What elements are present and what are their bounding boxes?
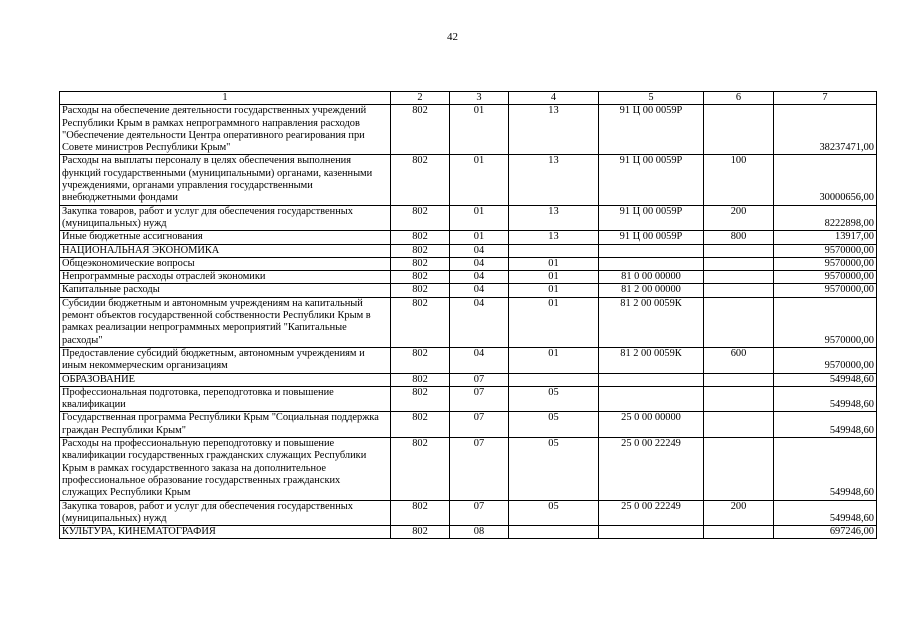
ministry-code-cell: 802: [391, 105, 450, 155]
subsection-code-cell: 01: [509, 271, 599, 284]
table-row: [60, 500, 877, 526]
section-code-cell: 04: [450, 297, 509, 347]
subsection-code-cell: 01: [509, 297, 599, 347]
section-code-cell: 01: [450, 105, 509, 155]
amount-cell: 9570000,00: [774, 271, 877, 284]
expense-name-cell: Предоставление субсидий бюджетным, автономным учреждениям и иным некоммерческим организациям: [60, 347, 391, 373]
ministry-code-cell: 802: [391, 347, 450, 373]
ministry-code-cell: 802: [391, 205, 450, 231]
target-article-cell: 91 Ц 00 0059Р: [599, 155, 704, 205]
expense-type-cell: 800: [704, 231, 774, 244]
section-code-cell: 01: [450, 205, 509, 231]
subsection-code-cell: 13: [509, 205, 599, 231]
table-row: [60, 244, 877, 257]
ministry-code-cell: 802: [391, 500, 450, 526]
expense-type-cell: [704, 438, 774, 500]
amount-cell: 697246,00: [774, 526, 877, 539]
table-row: [60, 257, 877, 270]
header-cell: 2: [391, 92, 450, 105]
subsection-code-cell: 05: [509, 386, 599, 412]
target-article-cell: 25 0 00 22249: [599, 500, 704, 526]
ministry-code-cell: 802: [391, 438, 450, 500]
target-article-cell: 91 Ц 00 0059Р: [599, 205, 704, 231]
expense-name-cell: НАЦИОНАЛЬНАЯ ЭКОНОМИКА: [60, 244, 391, 257]
expense-type-cell: [704, 373, 774, 386]
section-code-cell: 07: [450, 412, 509, 438]
section-code-cell: 08: [450, 526, 509, 539]
amount-cell: 549948,60: [774, 373, 877, 386]
expense-type-cell: [704, 297, 774, 347]
table-row: [60, 438, 877, 500]
section-code-cell: 07: [450, 386, 509, 412]
expense-type-cell: [704, 257, 774, 270]
expense-name-cell: ОБРАЗОВАНИЕ: [60, 373, 391, 386]
expense-name-cell: Закупка товаров, работ и услуг для обеспечения государственных (муниципальных) нужд: [60, 500, 391, 526]
ministry-code-cell: 802: [391, 386, 450, 412]
amount-cell: 549948,60: [774, 412, 877, 438]
subsection-code-cell: [509, 526, 599, 539]
section-code-cell: 01: [450, 231, 509, 244]
subsection-code-cell: 01: [509, 284, 599, 297]
section-code-cell: 04: [450, 257, 509, 270]
ministry-code-cell: 802: [391, 155, 450, 205]
expense-name-cell: Иные бюджетные ассигнования: [60, 231, 391, 244]
target-article-cell: [599, 526, 704, 539]
ministry-code-cell: 802: [391, 244, 450, 257]
ministry-code-cell: 802: [391, 271, 450, 284]
budget-table: [59, 91, 877, 539]
expense-type-cell: [704, 105, 774, 155]
target-article-cell: [599, 257, 704, 270]
subsection-code-cell: [509, 373, 599, 386]
amount-cell: 8222898,00: [774, 205, 877, 231]
expense-name-cell: Субсидии бюджетным и автономным учреждениям на капитальный ремонт объектов государственной собственности Республики Крым в рамках реализации непрограммных мероприятий "Капитальные расходы": [60, 297, 391, 347]
header-cell: 7: [774, 92, 877, 105]
target-article-cell: [599, 244, 704, 257]
expense-type-cell: [704, 386, 774, 412]
expense-name-cell: Закупка товаров, работ и услуг для обеспечения государственных (муниципальных) нужд: [60, 205, 391, 231]
amount-cell: 9570000,00: [774, 244, 877, 257]
expense-name-cell: Государственная программа Республики Крым "Социальная поддержка граждан Республики Крым": [60, 412, 391, 438]
header-cell: 3: [450, 92, 509, 105]
header-cell: 1: [60, 92, 391, 105]
expense-name-cell: Расходы на профессиональную переподготовку и повышение квалификации государственных гражданских служащих Республики Крым в рамках государственного заказа на дополнительное профессиональное образование государственных гражданских служащих Республики Крым: [60, 438, 391, 500]
ministry-code-cell: 802: [391, 412, 450, 438]
target-article-cell: [599, 373, 704, 386]
section-code-cell: 04: [450, 244, 509, 257]
target-article-cell: 81 0 00 00000: [599, 271, 704, 284]
expense-name-cell: Непрограммные расходы отраслей экономики: [60, 271, 391, 284]
table-row: [60, 205, 877, 231]
amount-cell: 38237471,00: [774, 105, 877, 155]
target-article-cell: 25 0 00 00000: [599, 412, 704, 438]
amount-cell: 9570000,00: [774, 257, 877, 270]
table-row: [60, 386, 877, 412]
amount-cell: 9570000,00: [774, 284, 877, 297]
subsection-code-cell: 01: [509, 257, 599, 270]
amount-cell: 549948,60: [774, 500, 877, 526]
subsection-code-cell: 05: [509, 438, 599, 500]
expense-type-cell: 200: [704, 205, 774, 231]
expense-type-cell: [704, 244, 774, 257]
ministry-code-cell: 802: [391, 231, 450, 244]
expense-type-cell: [704, 271, 774, 284]
target-article-cell: 81 2 00 00000: [599, 284, 704, 297]
amount-cell: 9570000,00: [774, 347, 877, 373]
table-row: [60, 231, 877, 244]
header-cell: 6: [704, 92, 774, 105]
subsection-code-cell: 05: [509, 412, 599, 438]
table-row: [60, 297, 877, 347]
header-cell: 4: [509, 92, 599, 105]
target-article-cell: [599, 386, 704, 412]
expense-name-cell: Расходы на обеспечение деятельности государственных учреждений Республики Крым в рамках непрограммного направления расходов "Обеспечение деятельности Центра оперативного реагирования при Совете министров Республики Крым": [60, 105, 391, 155]
section-code-cell: 01: [450, 155, 509, 205]
section-code-cell: 04: [450, 284, 509, 297]
expense-name-cell: Капитальные расходы: [60, 284, 391, 297]
subsection-code-cell: 05: [509, 500, 599, 526]
table-row: [60, 373, 877, 386]
subsection-code-cell: 13: [509, 105, 599, 155]
subsection-code-cell: [509, 244, 599, 257]
subsection-code-cell: 13: [509, 231, 599, 244]
table-row: [60, 105, 877, 155]
table-header-row: [60, 92, 877, 105]
table-row: [60, 526, 877, 539]
ministry-code-cell: 802: [391, 526, 450, 539]
expense-type-cell: 600: [704, 347, 774, 373]
amount-cell: 549948,60: [774, 438, 877, 500]
expense-name-cell: Общеэкономические вопросы: [60, 257, 391, 270]
amount-cell: 9570000,00: [774, 297, 877, 347]
section-code-cell: 07: [450, 438, 509, 500]
ministry-code-cell: 802: [391, 297, 450, 347]
expense-name-cell: Профессиональная подготовка, переподготовка и повышение квалификации: [60, 386, 391, 412]
section-code-cell: 07: [450, 500, 509, 526]
table-row: [60, 412, 877, 438]
ministry-code-cell: 802: [391, 373, 450, 386]
subsection-code-cell: 01: [509, 347, 599, 373]
expense-name-cell: Расходы на выплаты персоналу в целях обеспечения выполнения функций государственными (муниципальными) органами, казенными учреждениями, органами управления государственными внебюджетными фондами: [60, 155, 391, 205]
amount-cell: 549948,60: [774, 386, 877, 412]
section-code-cell: 07: [450, 373, 509, 386]
expense-type-cell: 100: [704, 155, 774, 205]
subsection-code-cell: 13: [509, 155, 599, 205]
table-row: [60, 271, 877, 284]
table-row: [60, 155, 877, 205]
amount-cell: 13917,00: [774, 231, 877, 244]
expense-type-cell: 200: [704, 500, 774, 526]
target-article-cell: 81 2 00 0059К: [599, 297, 704, 347]
target-article-cell: 91 Ц 00 0059Р: [599, 105, 704, 155]
section-code-cell: 04: [450, 271, 509, 284]
amount-cell: 30000656,00: [774, 155, 877, 205]
target-article-cell: 25 0 00 22249: [599, 438, 704, 500]
table-row: [60, 347, 877, 373]
expense-type-cell: [704, 412, 774, 438]
ministry-code-cell: 802: [391, 257, 450, 270]
expense-type-cell: [704, 284, 774, 297]
target-article-cell: 81 2 00 0059К: [599, 347, 704, 373]
expense-type-cell: [704, 526, 774, 539]
table-row: [60, 284, 877, 297]
section-code-cell: 04: [450, 347, 509, 373]
expense-name-cell: КУЛЬТУРА, КИНЕМАТОГРАФИЯ: [60, 526, 391, 539]
page-number: 42: [447, 31, 458, 43]
header-cell: 5: [599, 92, 704, 105]
ministry-code-cell: 802: [391, 284, 450, 297]
target-article-cell: 91 Ц 00 0059Р: [599, 231, 704, 244]
